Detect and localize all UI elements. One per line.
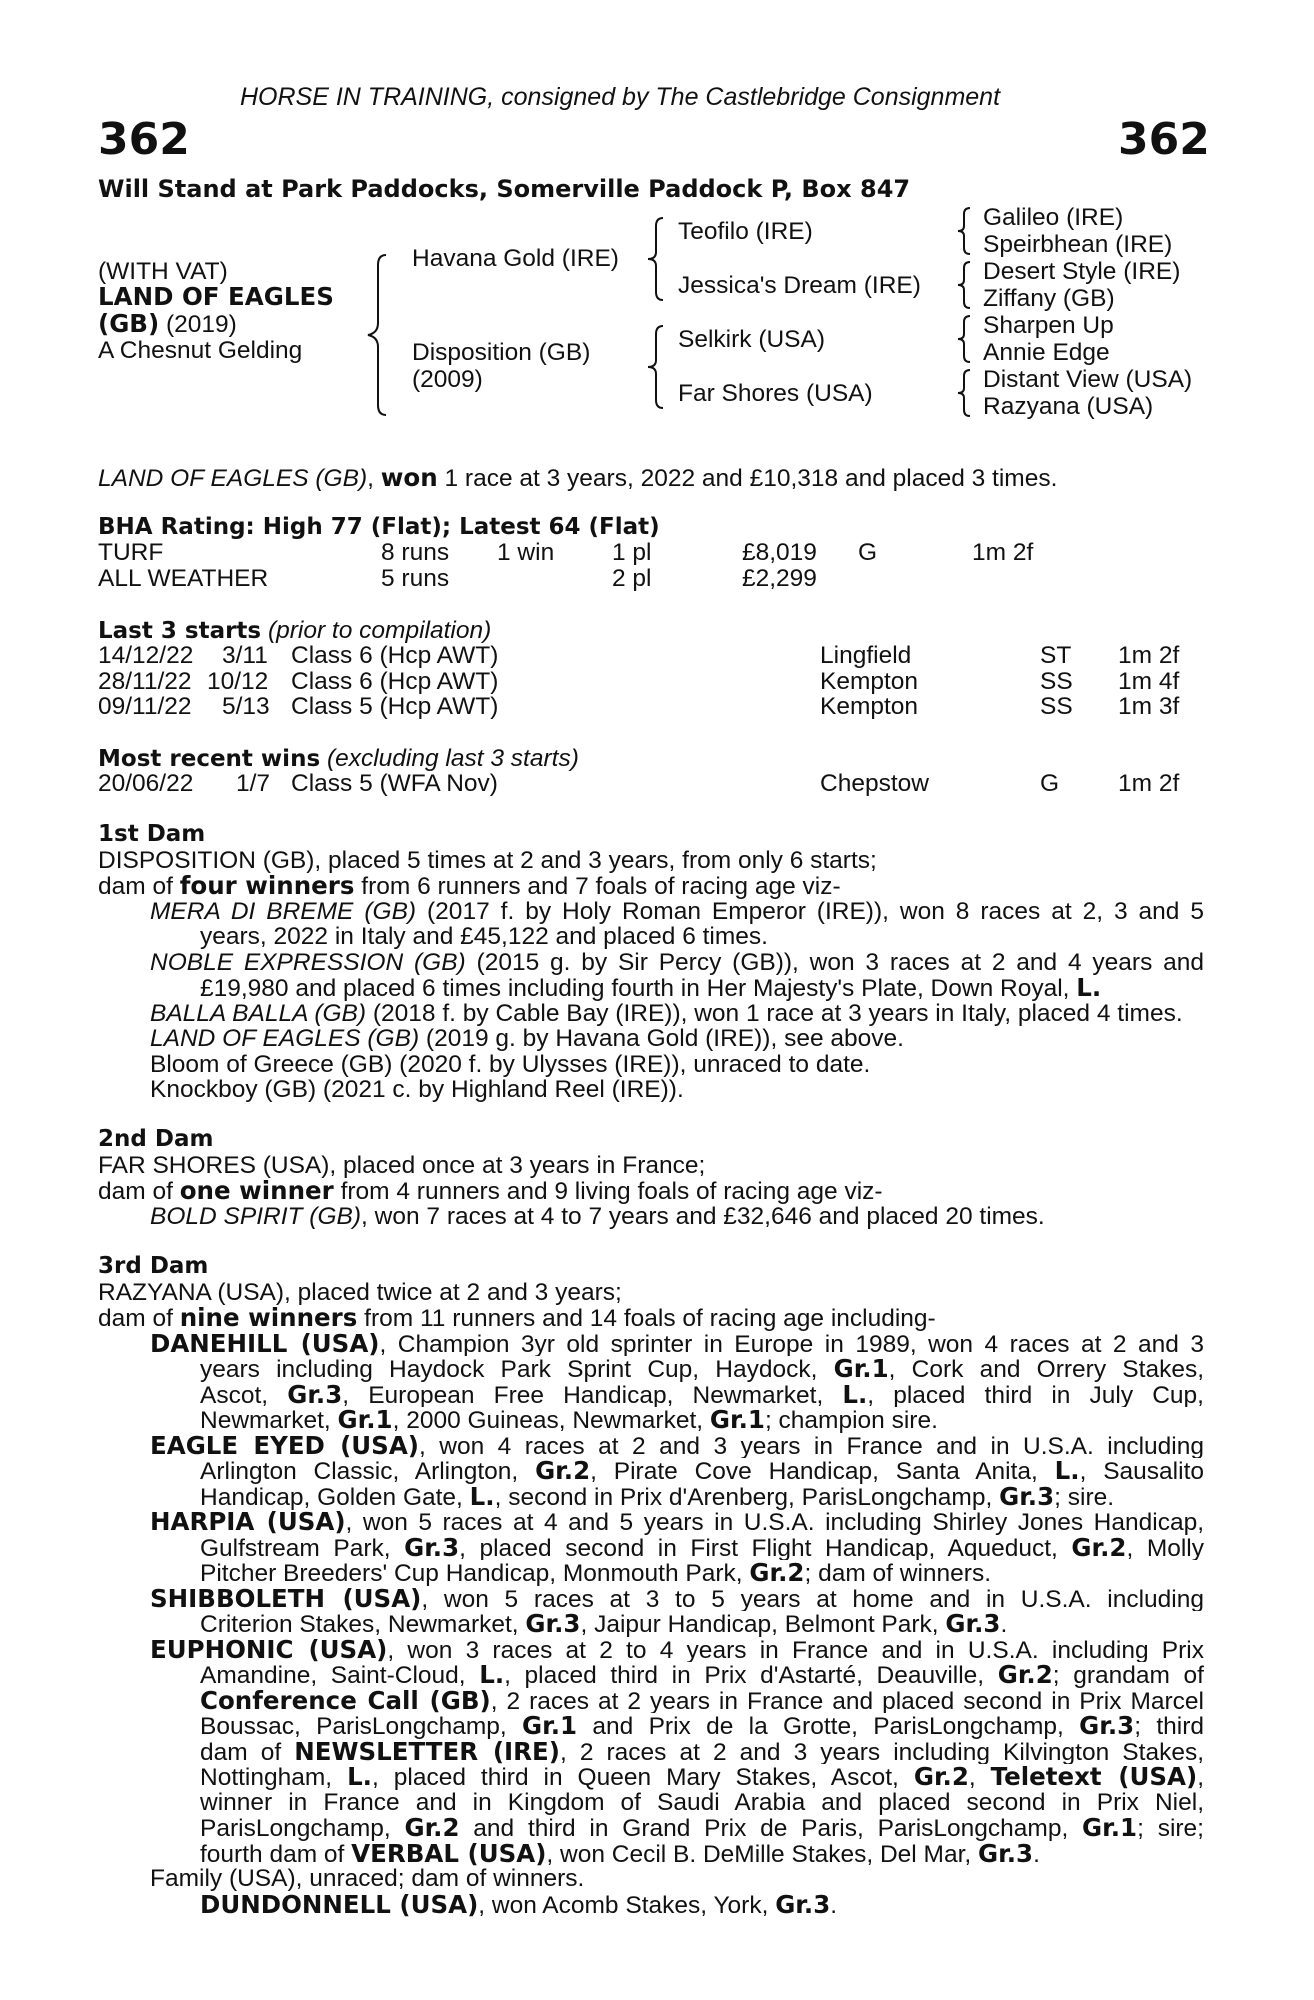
offspring-line [150, 950, 1204, 976]
offspring-line-cont [150, 975, 1204, 1001]
offspring-line-cont [200, 1688, 1204, 1714]
offspring-line-cont [200, 1560, 1204, 1586]
win-going: G [1040, 770, 1060, 797]
pedigree-brace-g34 [955, 260, 975, 310]
offspring-details: , Jaipur Handicap, Belmont Park, [580, 1611, 946, 1638]
last-starts-table [98, 643, 1198, 720]
offspring-details: (2018 f. by Cable Bay (IRE)), won 1 race at 3 years in Italy, placed 4 times. [366, 999, 1183, 1027]
grade-marker: Gr.2 [535, 1458, 591, 1484]
grade-marker: Gr.1 [522, 1713, 578, 1739]
lot-number-right: 362 [1118, 114, 1210, 165]
bha-rating-title: BHA Rating: High 77 (Flat); Latest 64 (Flat) [98, 514, 660, 540]
grade-marker: Gr.1 [833, 1356, 889, 1382]
offspring-details: ; grandam of [1052, 1662, 1204, 1688]
offspring-details: , 2 races at 2 and 3 years including Kilvington Stakes, [559, 1738, 1204, 1764]
produce-prefix: dam of [98, 873, 180, 900]
recent-wins-table [98, 771, 1198, 797]
offspring-details: (2017 f. by Holy Roman Emperor (IRE)), won 8 races at 2, 3 and 5 [416, 898, 1204, 924]
offspring-line-cont [200, 1838, 1204, 1868]
offspring-details: , Cork and Orrery Stakes, [888, 1356, 1204, 1382]
recent-win-row [98, 771, 1198, 797]
offspring-details: , placed third in July Cup, [867, 1381, 1204, 1407]
pedigree-dam-sire: Selkirk (USA) [678, 326, 826, 353]
last-start-row [98, 669, 1198, 695]
summary-text: 1 race at 3 years, 2022 and £10,318 and placed 3 times. [444, 465, 1058, 492]
rating-surface: ALL WEATHER [98, 564, 269, 592]
offspring-details: , second in Prix d'Arenberg, ParisLongchamp, [494, 1483, 1000, 1511]
offspring-details: Gulfstream Park, [200, 1534, 405, 1560]
offspring-details: , 2000 Guineas, Newmarket, [392, 1407, 710, 1434]
offspring-line-cont [150, 1889, 1204, 1919]
offspring-details: £19,980 and placed 6 times including fourth in Her Majesty's Plate, Down Royal, [200, 975, 1077, 1002]
offspring-details: (2019 g. by Havana Gold (IRE)), see above. [419, 1025, 904, 1052]
grade-marker: Gr.3 [999, 1481, 1055, 1511]
start-race: Class 6 (Hcp AWT) [291, 667, 499, 695]
pedigree-g7: Distant View (USA) [983, 366, 1193, 393]
grade-marker: Gr.2 [913, 1764, 969, 1790]
start-position: 5/13 [222, 693, 270, 720]
start-position: 10/12 [207, 667, 269, 695]
produce-prefix: dam of [98, 1305, 180, 1332]
listed-marker: L. [479, 1662, 505, 1688]
produce-prefix: dam of [98, 1178, 180, 1205]
offspring-details: Boussac, ParisLongchamp, [200, 1713, 523, 1739]
pedigree-dam-dam: Far Shores (USA) [678, 380, 873, 407]
offspring-line [150, 1001, 1204, 1027]
offspring-details: , Champion 3yr old sprinter in Europe in 1989, won 4 races at 2 and 3 [379, 1330, 1204, 1356]
horse-description: A Chesnut Gelding [98, 337, 303, 364]
offspring-details: . [1000, 1611, 1008, 1638]
descendant-name: Teletext (USA) [990, 1764, 1198, 1790]
offspring-line-cont [200, 1458, 1204, 1484]
produce-suffix: from 6 runners and 7 foals of racing age viz- [354, 873, 841, 900]
offspring-details: , won Acomb Stakes, York, [478, 1891, 776, 1919]
offspring-name: EAGLE EYED (USA) [150, 1432, 419, 1458]
grade-marker: Gr.2 [997, 1662, 1053, 1688]
offspring-details: , [1197, 1764, 1204, 1790]
win-course: Chepstow [820, 770, 929, 797]
stand-location: Will Stand at Park Paddocks, Somerville Paddock P, Box 847 [98, 175, 911, 203]
second-dam-section [98, 1127, 1204, 1229]
winners-count: nine winners [179, 1303, 358, 1332]
pedigree-dam: Disposition (GB) [412, 339, 591, 366]
horse-name: LAND OF EAGLES [98, 282, 334, 311]
second-dam-produce [98, 1178, 1204, 1204]
first-dam-offspring [98, 899, 1204, 1103]
start-going: ST [1040, 642, 1072, 669]
offspring-details: dam of [200, 1738, 295, 1764]
rating-surface: TURF [98, 539, 164, 566]
offspring-cont [150, 1356, 1204, 1433]
third-dam-section [98, 1254, 1204, 1917]
offspring-cont [150, 1458, 1204, 1509]
win-position: 1/7 [236, 770, 271, 797]
grade-marker: Gr.3 [1079, 1713, 1135, 1739]
offspring-details: , won 5 races at 4 and 5 years in U.S.A. including Shirley Jones Handicap, [345, 1509, 1204, 1535]
offspring-name: EUPHONIC (USA) [150, 1636, 388, 1662]
offspring-line [150, 899, 1204, 925]
rating-earnings: £8,019 [742, 539, 817, 566]
first-dam-section [98, 822, 1204, 1103]
start-course: Lingfield [820, 642, 912, 669]
third-dam-offspring [98, 1331, 1204, 1918]
offspring-details: , [968, 1764, 991, 1790]
pedigree-brace-g12 [955, 206, 975, 256]
offspring-name: DANEHILL (USA) [150, 1330, 380, 1356]
grade-marker: Gr.2 [404, 1815, 460, 1841]
pedigree-g5: Sharpen Up [983, 312, 1114, 339]
offspring-details: , Pirate Cove Handicap, Santa Anita, [590, 1458, 1055, 1484]
offspring-details: Pitcher Breeders' Cup Handicap, Monmouth Park, [200, 1560, 750, 1587]
offspring-details: , placed third in Prix d'Astarté, Deauville, [504, 1662, 998, 1688]
vat-note: (WITH VAT) [98, 258, 228, 285]
start-date: 09/11/22 [98, 693, 192, 720]
start-going: SS [1040, 693, 1073, 720]
rating-going: G [858, 539, 878, 566]
grade-marker: Gr.1 [337, 1405, 393, 1434]
offspring-cont [150, 1662, 1204, 1866]
last-starts-title: Last 3 starts [98, 618, 262, 644]
listed-marker: L. [1054, 1458, 1080, 1484]
summary-won: won [380, 463, 438, 492]
offspring-line-cont: winner in France and in Kingdom of Saudi Arabia and placed second in Prix Niel, [200, 1789, 1204, 1815]
listed-marker: L. [347, 1764, 372, 1790]
grade-marker: Gr.3 [525, 1609, 581, 1638]
first-dam-produce [98, 873, 1204, 899]
pedigree-sire-dam: Jessica's Dream (IRE) [678, 272, 921, 299]
offspring-line: Bloom of Greece (GB) (2020 f. by Ulysses (IRE)), unraced to date. [150, 1050, 871, 1078]
pedigree-brace-sire [645, 218, 669, 300]
rating-earnings: £2,299 [742, 564, 817, 592]
rating-row-aw [98, 566, 1198, 592]
offspring-details: Newmarket, [200, 1407, 338, 1434]
consignment-line: HORSE IN TRAINING, consigned by The Castlebridge Consignment [240, 83, 1001, 111]
pedigree-brace-main [364, 255, 394, 415]
recent-wins-subtitle: (excluding last 3 starts) [326, 745, 579, 772]
offspring-name: HARPIA (USA) [150, 1509, 346, 1535]
offspring-details: ; third [1134, 1713, 1204, 1739]
pedigree-brace-g78 [955, 368, 975, 418]
grade-marker: Gr.3 [945, 1609, 1001, 1638]
descendant-name: VERBAL (USA) [351, 1838, 547, 1868]
grade-marker: Gr.1 [1082, 1815, 1138, 1841]
offspring-details: Nottingham, [200, 1764, 348, 1790]
offspring-details: ; sire. [1054, 1483, 1115, 1511]
first-dam-intro: DISPOSITION (GB), placed 5 times at 2 and 3 years, from only 6 starts; [98, 846, 877, 874]
descendant-name: Conference Call (GB) [200, 1687, 491, 1713]
pedigree-g3: Desert Style (IRE) [983, 258, 1181, 285]
second-dam-intro: FAR SHORES (USA), placed once at 3 years in France; [98, 1151, 706, 1179]
winners-count: one winner [179, 1176, 334, 1205]
offspring-details: fourth dam of [200, 1840, 352, 1868]
rating-distance: 1m 2f [972, 539, 1034, 566]
recent-wins-title: Most recent wins [98, 746, 321, 772]
start-going: SS [1040, 667, 1073, 695]
offspring-line: Knockboy (GB) (2021 c. by Highland Reel (IRE)). [150, 1076, 684, 1103]
rating-runs: 8 runs [381, 539, 450, 566]
offspring-details: Arlington Classic, Arlington, [200, 1458, 536, 1484]
rating-row-turf [98, 540, 1198, 566]
offspring-line-cont [200, 1382, 1204, 1408]
pedigree-sire-sire: Teofilo (IRE) [678, 218, 813, 245]
pedigree-g1: Galileo (IRE) [983, 204, 1124, 231]
offspring-details: . [1033, 1840, 1040, 1868]
offspring-cont [150, 1535, 1204, 1586]
offspring-details: , won 5 races at 3 to 5 years at home and in U.S.A. including [421, 1585, 1204, 1611]
produce-suffix: from 4 runners and 9 living foals of racing age viz- [333, 1178, 883, 1205]
offspring-line-cont [200, 1356, 1204, 1382]
pedigree-g8: Razyana (USA) [983, 393, 1154, 420]
offspring-details: ; sire; [1137, 1815, 1204, 1841]
third-dam-title: 3rd Dam [98, 1253, 209, 1279]
first-dam-title: 1st Dam [98, 821, 206, 847]
offspring-details: , won Cecil B. DeMille Stakes, Del Mar, [546, 1840, 979, 1868]
rating-placed: 1 pl [612, 539, 652, 566]
pedigree-dam-year: (2009) [412, 366, 483, 393]
offspring-details: (2015 g. by Sir Percy (GB)), won 3 races at 2 and 4 years and [465, 949, 1204, 975]
offspring-details: Criterion Stakes, Newmarket, [200, 1611, 526, 1638]
offspring-details: , won 3 races at 2 to 4 years in France and in U.S.A. including Prix [387, 1636, 1204, 1662]
offspring-details: and third in Grand Prix de Paris, ParisLongchamp, [459, 1815, 1083, 1841]
offspring-line [150, 1433, 1204, 1459]
offspring-line-cont [200, 1611, 1204, 1637]
offspring-line-cont: years, 2022 in Italy and £45,122 and placed 6 times. [200, 923, 768, 950]
offspring-details: , European Free Handicap, Newmarket, [342, 1381, 843, 1407]
listed-marker: L. [469, 1481, 495, 1511]
offspring-details: , placed third in Queen Mary Stakes, Ascot, [371, 1764, 914, 1790]
offspring-details: Handicap, Golden Gate, [200, 1483, 470, 1511]
start-race: Class 5 (Hcp AWT) [291, 693, 499, 720]
offspring-line [150, 1509, 1204, 1535]
rating-table [98, 540, 1198, 591]
listed-marker: L. [1076, 973, 1102, 1002]
offspring-line [150, 1204, 1204, 1230]
grade-marker: Gr.2 [1071, 1534, 1127, 1560]
last-starts-subtitle: (prior to compilation) [267, 617, 492, 644]
second-dam-offspring [98, 1204, 1204, 1230]
pedigree-g6: Annie Edge [983, 339, 1110, 366]
start-distance: 1m 3f [1118, 693, 1180, 720]
offspring-details: Ascot, [200, 1381, 288, 1407]
last-start-row [98, 694, 1198, 720]
winners-count: four winners [179, 871, 355, 900]
offspring-details: , Sausalito [1079, 1458, 1204, 1484]
grade-marker: Gr.3 [287, 1381, 343, 1407]
start-distance: 1m 2f [1118, 642, 1180, 669]
listed-marker: L. [842, 1381, 868, 1407]
offspring-cont [150, 1611, 1204, 1637]
recent-wins-heading [98, 746, 579, 773]
descendant-name: DUNDONNELL (USA) [200, 1889, 479, 1919]
rating-placed: 2 pl [612, 564, 652, 592]
last-start-row [98, 643, 1198, 669]
offspring-line [150, 1586, 1204, 1612]
offspring-details: , 2 races at 2 years in France and placed second in Prix Marcel [490, 1687, 1204, 1713]
win-distance: 1m 2f [1118, 770, 1180, 797]
descendant-name: NEWSLETTER (IRE) [294, 1738, 560, 1764]
offspring-line [150, 1331, 1204, 1357]
offspring-line-cont [200, 1764, 1204, 1790]
start-position: 3/11 [222, 642, 268, 669]
horse-year: (2019) [166, 311, 237, 338]
offspring-name: LAND OF EAGLES (GB) [150, 1025, 420, 1052]
start-course: Kempton [820, 667, 919, 695]
start-distance: 1m 4f [1118, 667, 1180, 695]
offspring-line [150, 1637, 1204, 1663]
rating-runs: 5 runs [381, 564, 450, 592]
offspring-line-cont [200, 1662, 1204, 1688]
offspring-name: NOBLE EXPRESSION (GB) [150, 949, 466, 975]
offspring-line-cont [200, 1535, 1204, 1561]
offspring-details: ; champion sire. [764, 1407, 938, 1434]
offspring-details: , placed second in First Flight Handicap, Aqueduct, [459, 1534, 1072, 1560]
offspring-line-cont [200, 1481, 1204, 1511]
offspring-name: BOLD SPIRIT (GB) [150, 1202, 362, 1230]
offspring-details: Amandine, Saint-Cloud, [200, 1662, 480, 1688]
third-dam-produce [98, 1305, 1204, 1331]
grade-marker: Gr.3 [978, 1838, 1034, 1868]
offspring-line-cont [200, 1815, 1204, 1841]
offspring-name: SHIBBOLETH (USA) [150, 1585, 422, 1611]
win-race: Class 5 (WFA Nov) [291, 770, 498, 797]
offspring-details: years including Haydock Park Sprint Cup, Haydock, [200, 1356, 834, 1382]
start-date: 28/11/22 [98, 667, 192, 695]
lot-number-left: 362 [98, 114, 190, 165]
last-starts-heading [98, 618, 491, 645]
pedigree-brace-dam [645, 326, 669, 408]
offspring-details: ; dam of winners. [804, 1560, 992, 1587]
rating-wins: 1 win [497, 539, 555, 566]
offspring-details: , won 4 races at 2 and 3 years in France and in U.S.A. including [418, 1432, 1204, 1458]
offspring-line-cont [200, 1407, 1204, 1433]
offspring-details: . [830, 1891, 838, 1919]
horse-origin-year [98, 311, 237, 338]
offspring-line-cont [200, 1713, 1204, 1739]
start-race: Class 6 (Hcp AWT) [291, 642, 499, 669]
start-date: 14/12/22 [98, 642, 194, 669]
win-date: 20/06/22 [98, 770, 194, 797]
race-summary: LAND OF EAGLES (GB), won 1 race at 3 years, 2022 and £10,318 and placed 3 times. [98, 463, 1058, 492]
grade-marker: Gr.3 [404, 1534, 460, 1560]
horse-origin: (GB) [98, 309, 160, 338]
pedigree-g4: Ziffany (GB) [983, 285, 1115, 312]
pedigree-g2: Speirbhean (IRE) [983, 231, 1173, 258]
third-dam-intro: RAZYANA (USA), placed twice at 2 and 3 years; [98, 1278, 622, 1306]
grade-marker: Gr.2 [749, 1558, 805, 1587]
offspring-name: MERA DI BREME (GB) [150, 898, 417, 924]
offspring-details: , won 7 races at 4 to 7 years and £32,646 and placed 20 times. [361, 1202, 1045, 1230]
pedigree-brace-g56 [955, 314, 975, 364]
grade-marker: Gr.3 [775, 1889, 831, 1919]
offspring-name: BALLA BALLA (GB) [150, 999, 367, 1027]
offspring-line: Family (USA), unraced; dam of winners. [150, 1865, 585, 1892]
offspring-line [150, 1026, 1204, 1052]
offspring-details: and Prix de la Grotte, ParisLongchamp, [577, 1713, 1080, 1739]
produce-suffix: from 11 runners and 14 foals of racing age including- [357, 1305, 936, 1332]
start-course: Kempton [820, 693, 919, 720]
summary-horse-name: LAND OF EAGLES (GB) [98, 465, 368, 492]
pedigree-sire: Havana Gold (IRE) [412, 245, 619, 272]
offspring-line-cont [200, 1739, 1204, 1765]
offspring-details: , Molly [1126, 1534, 1204, 1560]
offspring-details: ParisLongchamp, [200, 1815, 405, 1841]
grade-marker: Gr.1 [709, 1405, 765, 1434]
second-dam-title: 2nd Dam [98, 1126, 214, 1152]
